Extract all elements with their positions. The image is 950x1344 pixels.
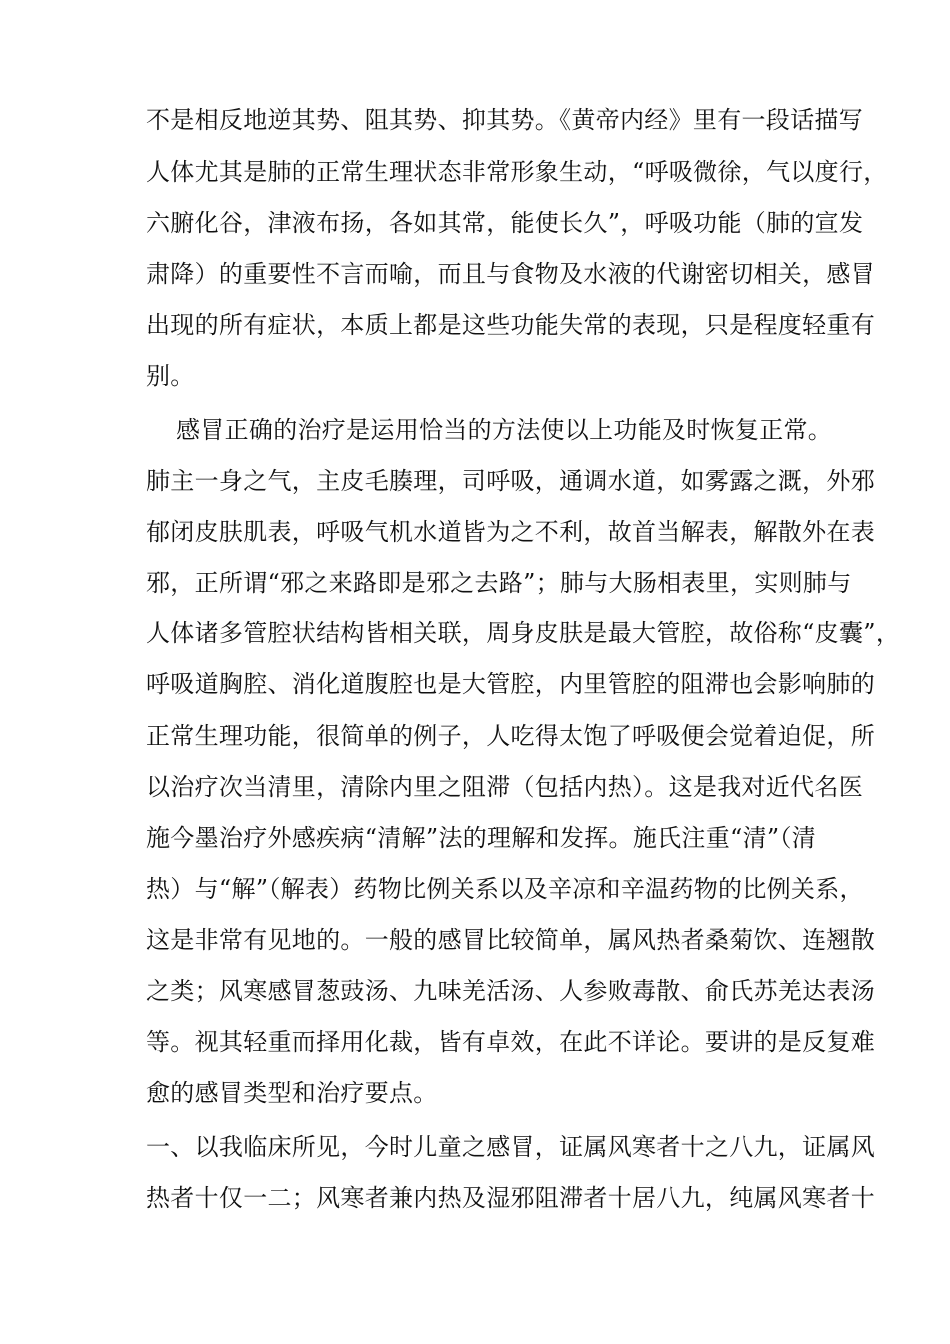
text-line: 肃降）的重要性不言而喻，而且与食物及水液的代谢密切相关，感冒 [146,260,875,288]
text-line: 这是非常有见地的。一般的感冒比较简单，属风热者桑菊饮、连翘散 [146,926,875,954]
text-line: 正常生理功能，很简单的例子，人吃得太饱了呼吸便会觉着迫促，所 [146,722,875,750]
text-line: 呼吸道胸腔、消化道腹腔也是大管腔，内里管腔的阻滞也会影响肺的 [146,670,875,698]
text-line: 不是相反地逆其势、阻其势、抑其势。《黄帝内经》里有一段话描写 [146,106,863,134]
text-line: 出现的所有症状，本质上都是这些功能失常的表现，只是程度轻重有 [146,311,875,339]
text-line: 人体尤其是肺的正常生理状态非常形象生动，“呼吸微徐，气以度行， [146,158,888,186]
text-line: 愈的感冒类型和治疗要点。 [146,1079,438,1107]
text-line: 一、以我临床所见，今时儿童之感冒，证属风寒者十之八九，证属风 [146,1133,875,1161]
text-line: 人体诸多管腔状结构皆相关联，周身皮肤是最大管腔，故俗称“皮囊”， [146,619,901,647]
text-line: 六腑化谷，津液布扬，各如其常，能使长久”，呼吸功能（肺的宣发 [146,209,864,237]
text-line: 邪，正所谓“邪之来路即是邪之去路”；肺与大肠相表里，实则肺与 [146,569,852,597]
text-line: 之类；风寒感冒葱豉汤、九味羌活汤、人参败毒散、俞氏苏羌达表汤 [146,977,875,1005]
text-line: 郁闭皮肤肌表，呼吸气机水道皆为之不利，故首当解表，解散外在表 [146,518,875,546]
text-line: 等。视其轻重而择用化裁，皆有卓效，在此不详论。要讲的是反复难 [146,1028,875,1056]
text-line: 热）与“解”（解表）药物比例关系以及辛凉和辛温药物的比例关系， [146,875,864,903]
text-line: 别。 [146,362,195,390]
text-line: 热者十仅一二；风寒者兼内热及湿邪阻滞者十居八九，纯属风寒者十 [146,1184,875,1212]
text-line: 以治疗次当清里，清除内里之阻滞（包括内热）。这是我对近代名医 [146,773,863,801]
text-line: 肺主一身之气，主皮毛腠理，司呼吸，通调水道，如雾露之溉，外邪 [146,467,875,495]
paragraph-first-line: 感冒正确的治疗是运用恰当的方法使以上功能及时恢复正常。 [176,416,833,444]
text-line: 施今墨治疗外感疾病“清解”法的理解和发挥。施氏注重“清”（清 [146,824,817,852]
